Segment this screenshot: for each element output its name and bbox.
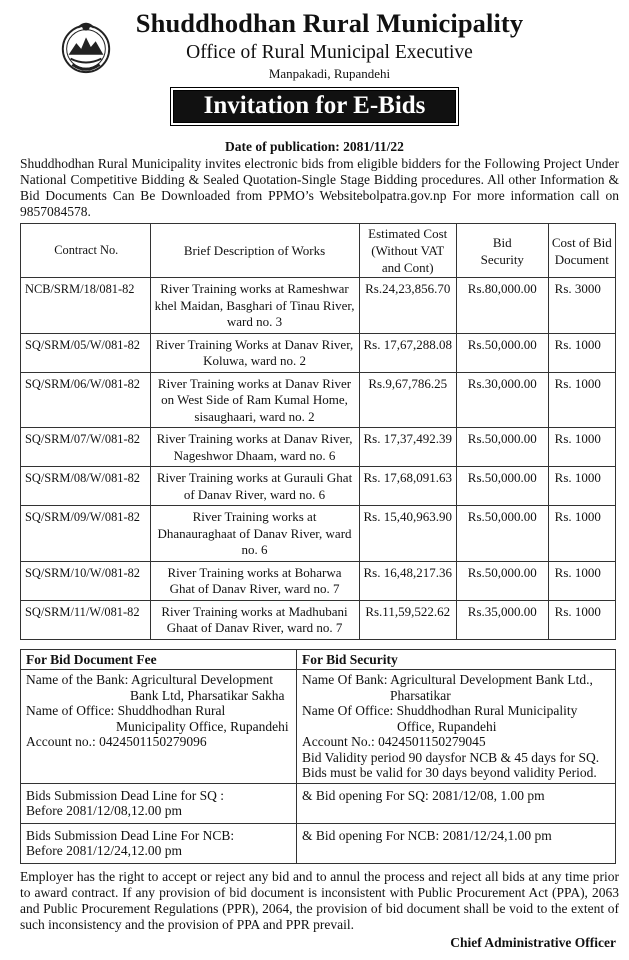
cell-description: River Training works at Danav River, Nageshwor Dhaam, ward no. 6 <box>150 428 359 467</box>
cell-estimated-cost: Rs. 15,40,963.90 <box>359 506 456 562</box>
cell-contract-no: SQ/SRM/06/W/081-82 <box>21 372 151 428</box>
cell-contract-no: SQ/SRM/05/W/081-82 <box>21 333 151 372</box>
cell-estimated-cost: Rs. 17,67,288.08 <box>359 333 456 372</box>
cell-bid-security: Rs.35,000.00 <box>456 600 548 639</box>
notice-title-banner: Invitation for E-Bids <box>173 90 457 123</box>
table-header-row <box>21 224 616 278</box>
cell-bid-doc-cost: Rs. 3000 <box>548 278 615 334</box>
cell-description: River Training works at Danav River on West Side of Ram Kumal Home, sisaughaari, ward no. 2 <box>150 372 359 428</box>
doc-fee-bank-branch: Bank Ltd, Pharsatikar Sakha <box>130 687 285 703</box>
security-details <box>297 670 616 784</box>
header-estimated-cost: Estimated Cost (Without VAT and Cont) <box>359 224 456 278</box>
cell-bid-security: Rs.50,000.00 <box>456 428 548 467</box>
deadline-ncb <box>21 823 297 863</box>
cell-description: River Training works at Rameshwar khel Maidan, Basghari of Tinau River, ward no. 3 <box>150 278 359 334</box>
table-row <box>21 467 616 506</box>
cell-description: River Training works at Gurauli Ghat of Danav River, ward no. 6 <box>150 467 359 506</box>
cell-contract-no: SQ/SRM/09/W/081-82 <box>21 506 151 562</box>
cell-bid-doc-cost: Rs. 1000 <box>548 561 615 600</box>
bid-validity-note-2: Bids must be valid for 30 days beyond validity Period. <box>302 765 597 780</box>
office-name: Office of Rural Municipal Executive <box>186 42 473 63</box>
cell-bid-security: Rs.50,000.00 <box>456 561 548 600</box>
intro-paragraph: Shuddhodhan Rural Municipality invites electronic bids from eligible bidders for the Following Project Under National Competitive Bidding & Sealed Quotation-Single Stage Bidding procedures. All other Information & Bid Documents Can Be Downloaded from PPMO’s Websitebolpatra.gov.np For more information call on 9857084578. <box>20 156 619 219</box>
works-table <box>20 223 616 640</box>
bid-validity-note: Bid Validity period 90 daysfor NCB & 45 days for SQ. <box>302 749 600 765</box>
security-account-no: Account No.: 0424501150279045 <box>302 734 486 749</box>
cell-bid-security: Rs.50,000.00 <box>456 506 548 562</box>
cell-bid-doc-cost: Rs. 1000 <box>548 467 615 506</box>
table-row <box>21 278 616 334</box>
cell-bid-doc-cost: Rs. 1000 <box>548 506 615 562</box>
cell-contract-no: SQ/SRM/10/W/081-82 <box>21 561 151 600</box>
security-office-name-cont: Office, Rupandehi <box>397 718 497 734</box>
cell-estimated-cost: Rs. 16,48,217.36 <box>359 561 456 600</box>
cell-bid-doc-cost: Rs. 1000 <box>548 333 615 372</box>
doc-fee-account-no: Account no.: 0424501150279096 <box>26 734 207 749</box>
deadline-sq-label: Bids Submission Dead Line for SQ : <box>26 787 224 803</box>
security-heading: For Bid Security <box>297 649 616 670</box>
table-row <box>21 428 616 467</box>
doc-fee-details <box>21 670 297 784</box>
cell-estimated-cost: Rs.24,23,856.70 <box>359 278 456 334</box>
opening-ncb: & Bid opening For NCB: 2081/12/24,1.00 pm <box>297 823 616 863</box>
header-bid-security: Bid Security <box>456 224 548 278</box>
cell-bid-doc-cost: Rs. 1000 <box>548 600 615 639</box>
opening-sq: & Bid opening For SQ: 2081/12/08, 1.00 pm <box>297 783 616 823</box>
doc-fee-heading: For Bid Document Fee <box>21 649 297 670</box>
table-row <box>21 372 616 428</box>
security-bank-branch: Pharsatikar <box>390 687 451 703</box>
cell-bid-doc-cost: Rs. 1000 <box>548 372 615 428</box>
cell-bid-security: Rs.30,000.00 <box>456 372 548 428</box>
header-description: Brief Description of Works <box>150 224 359 278</box>
cell-description: River Training works at Dhanauraghaat of Danav River, ward no. 6 <box>150 506 359 562</box>
table-row <box>21 506 616 562</box>
deadline-ncb-label: Bids Submission Dead Line For NCB: <box>26 827 235 843</box>
cell-contract-no: SQ/SRM/11/W/081-82 <box>21 600 151 639</box>
table-row <box>21 561 616 600</box>
cell-description: River Training works at Boharwa Ghat of Danav River, ward no. 7 <box>150 561 359 600</box>
cell-bid-doc-cost: Rs. 1000 <box>548 428 615 467</box>
doc-fee-office-name: Name of Office: Shuddhodhan Rural <box>26 703 226 718</box>
header <box>10 0 619 88</box>
cell-estimated-cost: Rs. 17,68,091.63 <box>359 467 456 506</box>
cell-description: River Training Works at Danav River, Koluwa, ward no. 2 <box>150 333 359 372</box>
header-bid-doc-cost: Cost of Bid Document <box>548 224 615 278</box>
cell-contract-no: SQ/SRM/08/W/081-82 <box>21 467 151 506</box>
cell-description: River Training works at Madhubani Ghaat of Danav River, ward no. 7 <box>150 600 359 639</box>
cell-estimated-cost: Rs. 17,37,492.39 <box>359 428 456 467</box>
cell-contract-no: NCB/SRM/18/081-82 <box>21 278 151 334</box>
organization-name: Shuddhodhan Rural Municipality <box>135 8 524 38</box>
table-row <box>21 333 616 372</box>
security-bank-name: Name Of Bank: Agricultural Development Bank Ltd., <box>302 672 593 687</box>
cell-bid-security: Rs.80,000.00 <box>456 278 548 334</box>
security-office-name: Name Of Office: Shuddhodhan Rural Municipality <box>302 703 578 718</box>
doc-fee-bank-name: Name of the Bank: Agricultural Development <box>26 672 274 687</box>
footer-terms: Employer has the right to accept or reject any bid and to annul the process and reject all bids at any time prior to award contract. If any provision of bid document is inconsistent with Public Procurement Act (PPA), 2063 and Public Procurement Regulations (PPR), 2064, the provision of bid document shall be void to the extent of such inconsistency and the provision of PPA and PPR prevail. <box>20 868 619 932</box>
signature: Chief Administrative Officer <box>450 934 616 950</box>
cell-bid-security: Rs.50,000.00 <box>456 333 548 372</box>
bank-details-table <box>20 649 616 864</box>
cell-contract-no: SQ/SRM/07/W/081-82 <box>21 428 151 467</box>
deadline-ncb-date: Before 2081/12/24,12.00 pm <box>26 843 182 858</box>
table-row <box>21 600 616 639</box>
doc-fee-office-name-cont: Municipality Office, Rupandehi <box>116 718 289 734</box>
header-contract-no: Contract No. <box>21 224 151 278</box>
cell-bid-security: Rs.50,000.00 <box>456 467 548 506</box>
deadline-sq <box>21 783 297 823</box>
office-location: Manpakadi, Rupandehi <box>268 66 391 81</box>
cell-estimated-cost: Rs.9,67,786.25 <box>359 372 456 428</box>
deadline-sq-date: Before 2081/12/08,12.00 pm <box>26 803 182 818</box>
publication-date: Date of publication: 2081/11/22 <box>225 139 404 154</box>
cell-estimated-cost: Rs.11,59,522.62 <box>359 600 456 639</box>
